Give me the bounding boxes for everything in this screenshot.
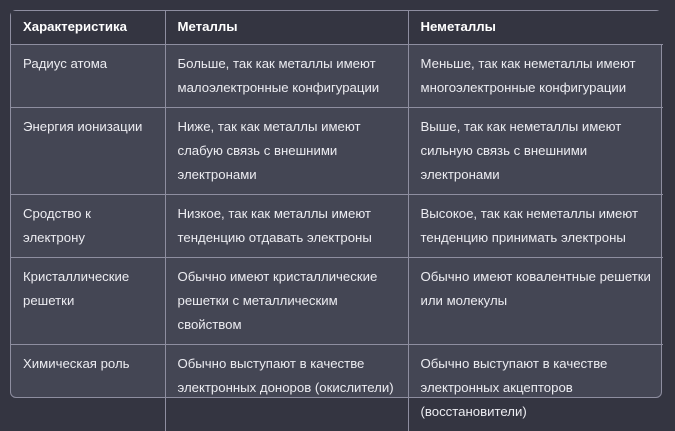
- cell-characteristic: Энергия ионизации: [11, 108, 165, 195]
- table-row: [11, 195, 663, 258]
- cell-metals: Ниже, так как металлы имеют слабую связь с внешними электронами: [165, 108, 408, 195]
- header-metals: Металлы: [165, 11, 408, 45]
- header-nonmetals: Неметаллы: [408, 11, 663, 45]
- cell-nonmetals: Обычно имеют ковалентные решетки или молекулы: [408, 258, 663, 345]
- table-row: [11, 45, 663, 108]
- cell-characteristic: Сродство к электрону: [11, 195, 165, 258]
- cell-nonmetals: Меньше, так как неметаллы имеют многоэлектронные конфигурации: [408, 45, 663, 108]
- table-row: [11, 345, 663, 431]
- comparison-table-container: [10, 10, 662, 398]
- cell-metals: Обычно имеют кристаллические решетки с металлическим свойством: [165, 258, 408, 345]
- table-header-row: [11, 11, 663, 45]
- cell-nonmetals: Высокое, так как неметаллы имеют тенденцию принимать электроны: [408, 195, 663, 258]
- cell-nonmetals: Выше, так как неметаллы имеют сильную связь с внешними электронами: [408, 108, 663, 195]
- cell-metals: Обычно выступают в качестве электронных доноров (окислители): [165, 345, 408, 431]
- cell-characteristic: Радиус атома: [11, 45, 165, 108]
- cell-characteristic: Химическая роль: [11, 345, 165, 431]
- table-row: [11, 108, 663, 195]
- cell-nonmetals: Обычно выступают в качестве электронных акцепторов (восстановители): [408, 345, 663, 431]
- cell-characteristic: Кристаллические решетки: [11, 258, 165, 345]
- table-row: [11, 258, 663, 345]
- cell-metals: Низкое, так как металлы имеют тенденцию отдавать электроны: [165, 195, 408, 258]
- metals-nonmetals-table: [11, 11, 663, 431]
- cell-metals: Больше, так как металлы имеют малоэлектронные конфигурации: [165, 45, 408, 108]
- header-characteristic: Характеристика: [11, 11, 165, 45]
